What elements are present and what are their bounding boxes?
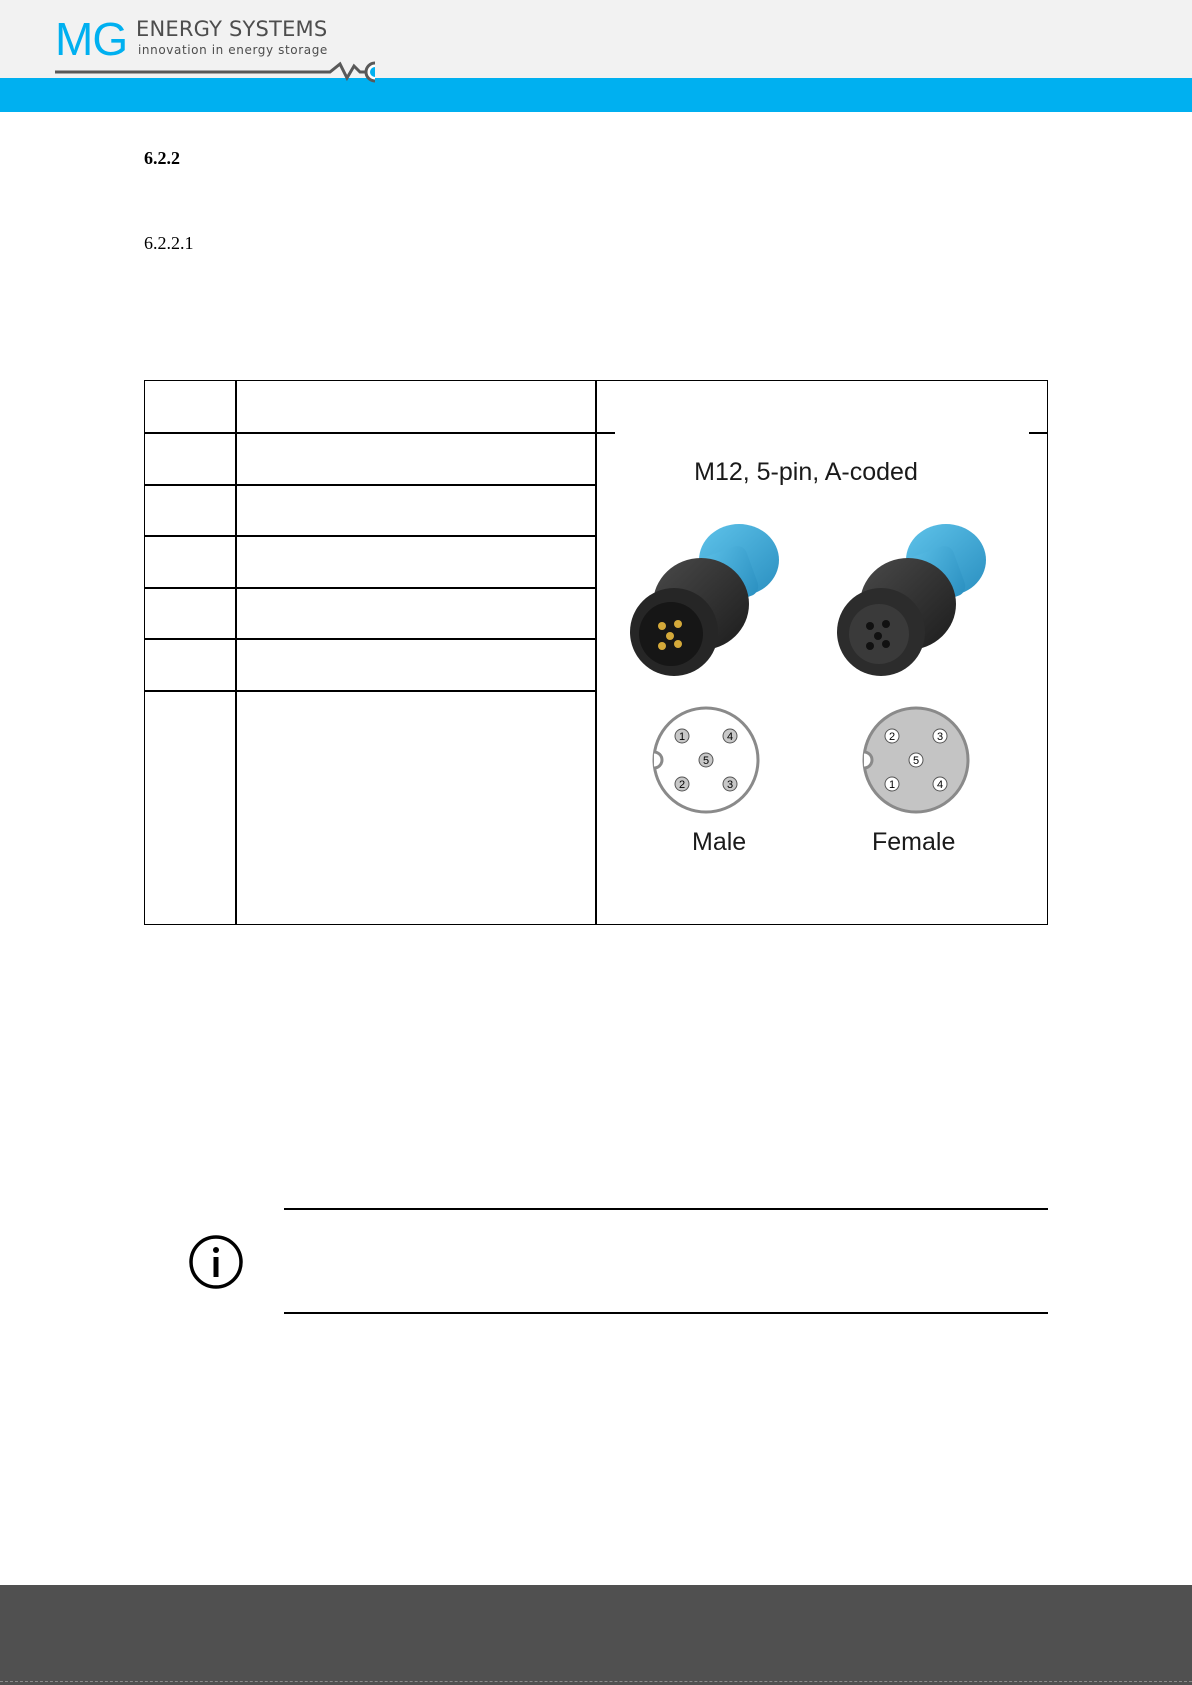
table-row-border	[145, 484, 595, 486]
pin-diagrams	[596, 702, 1046, 822]
section-heading-number: 6.2.2	[144, 148, 180, 168]
male-pin-label: 1	[678, 731, 686, 743]
table-header-row-border	[145, 432, 615, 434]
table-row-border	[145, 690, 595, 692]
table-row-border	[145, 638, 595, 640]
subsection-heading-number: 6.2.2.1	[144, 233, 194, 253]
male-pin-label: 4	[726, 731, 734, 743]
male-pin-label: 2	[678, 779, 686, 791]
female-pin-label: 1	[888, 779, 896, 791]
footer-dashed-rule	[0, 1681, 1192, 1682]
note-bottom-rule	[284, 1312, 1048, 1314]
female-pin-label: 3	[936, 731, 944, 743]
m12-connector-figure	[596, 432, 1046, 922]
female-pin-label: 2	[888, 731, 896, 743]
female-label: Female	[872, 828, 956, 856]
male-pin-diagram	[654, 708, 758, 812]
logo-company-name: ENERGY SYSTEMS	[136, 17, 328, 41]
logo-tagline: innovation in energy storage	[138, 43, 328, 57]
female-pin-diagram	[864, 708, 968, 812]
info-icon	[188, 1234, 244, 1290]
male-connector-icon	[630, 524, 779, 676]
logo-mg: MG	[55, 13, 128, 65]
note-top-rule	[284, 1208, 1048, 1210]
male-label: Male	[692, 828, 747, 856]
page-footer	[0, 1585, 1192, 1685]
figure-title: M12, 5-pin, A-coded	[694, 458, 918, 486]
female-pin-label: 5	[912, 755, 920, 767]
female-connector-icon	[837, 524, 986, 676]
table-row-border	[145, 535, 595, 537]
table-row-border	[145, 587, 595, 589]
male-pin-label: 3	[726, 779, 734, 791]
company-logo	[55, 14, 375, 74]
logo-signal-line-icon	[55, 54, 375, 86]
table-column-divider	[235, 381, 237, 924]
female-pin-label: 4	[936, 779, 944, 791]
male-pin-label: 5	[702, 755, 710, 767]
